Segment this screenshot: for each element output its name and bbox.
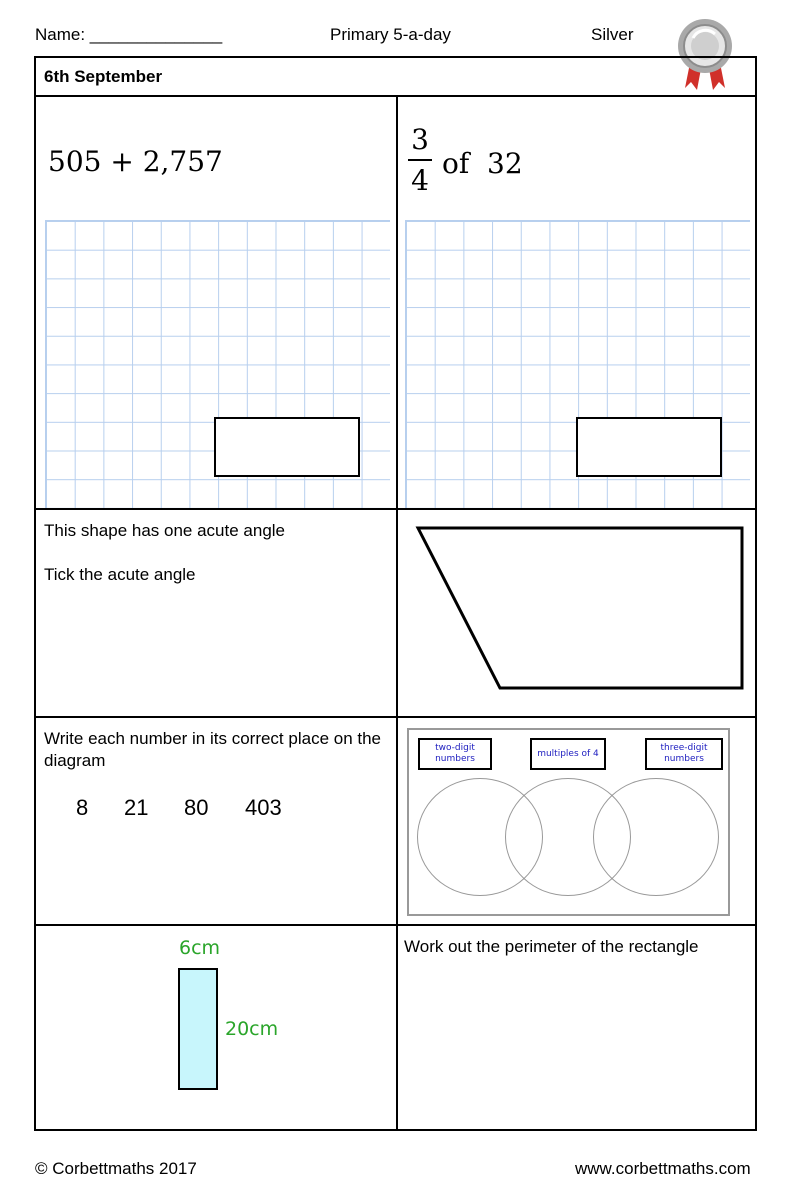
venn-label: two-digit numbers — [418, 738, 492, 770]
venn-diagram[interactable] — [407, 728, 730, 916]
angle-question-text: This shape has one acute angle — [44, 521, 286, 540]
fraction-of-question: of 32 — [442, 147, 523, 180]
number-card[interactable]: 8 — [76, 795, 89, 820]
website-link[interactable]: www.corbettmaths.com — [575, 1159, 751, 1178]
angle-instruction: Tick the acute angle — [44, 565, 196, 584]
venn-label: multiples of 4 — [530, 738, 606, 770]
number-card[interactable]: 403 — [245, 795, 282, 820]
divider — [36, 924, 755, 926]
name-field[interactable]: Name: ______________ — [35, 25, 223, 44]
perimeter-instruction: Work out the perimeter of the rectangle — [404, 937, 699, 956]
number-card[interactable]: 21 — [124, 795, 149, 820]
addition-question: 505 + 2,757 — [48, 145, 223, 178]
venn-label: three-digit numbers — [645, 738, 723, 770]
rectangle-shape — [178, 968, 218, 1090]
fraction-denominator: 4 — [411, 164, 429, 197]
answer-box[interactable] — [214, 417, 360, 477]
copyright: © Corbettmaths 2017 — [35, 1159, 197, 1178]
trapezium-shape[interactable] — [398, 510, 759, 716]
page-title: Primary 5-a-day — [330, 25, 451, 44]
venn-circle-three-digit[interactable] — [593, 778, 719, 896]
divider — [36, 716, 755, 718]
number-card[interactable]: 80 — [184, 795, 209, 820]
date-heading: 6th September — [44, 67, 163, 86]
worksheet — [34, 56, 757, 1131]
venn-instruction: Write each number in its correct place on the diagram — [44, 729, 382, 770]
height-label: 20cm — [225, 1018, 279, 1040]
fraction-bar — [408, 159, 432, 161]
fraction — [408, 123, 432, 197]
width-label: 6cm — [179, 937, 221, 959]
answer-box[interactable] — [576, 417, 722, 477]
level-label: Silver — [591, 25, 634, 44]
fraction-numerator: 3 — [411, 123, 429, 156]
